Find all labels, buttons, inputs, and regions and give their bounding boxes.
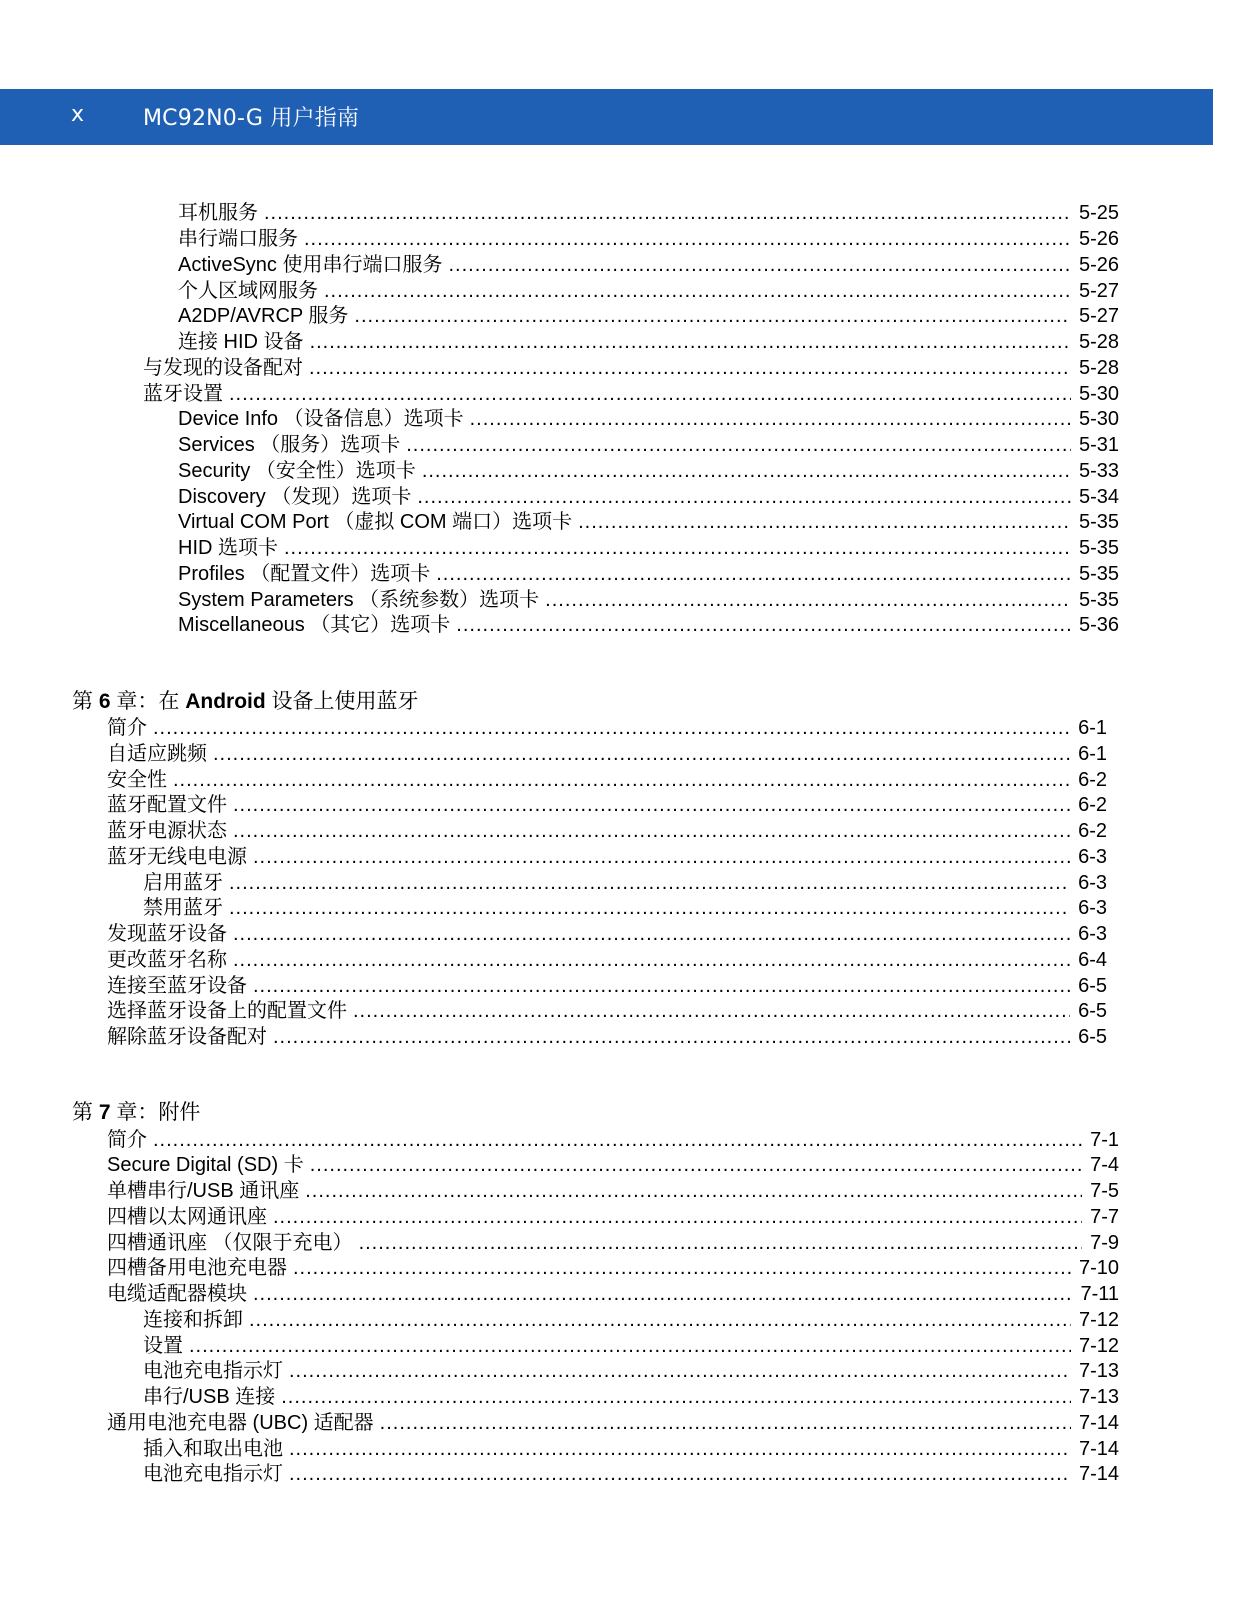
dot-leader xyxy=(289,1436,1071,1462)
dot-leader xyxy=(233,792,1070,818)
toc-entry[interactable] xyxy=(107,1127,1119,1153)
dot-leader xyxy=(310,1152,1082,1178)
toc-entry[interactable] xyxy=(107,1230,1119,1256)
toc-entry[interactable] xyxy=(143,1461,1119,1487)
toc-entry-label: 更改蓝牙名称 xyxy=(107,949,227,971)
chapter-title-bold: Android xyxy=(185,690,266,713)
toc-entry-page: 7-5 xyxy=(1090,1180,1119,1202)
toc-entry-page: 6-3 xyxy=(1078,872,1107,894)
toc-entry[interactable] xyxy=(107,947,1107,973)
toc-entry-page: 6-2 xyxy=(1078,820,1107,842)
toc-entry-label: 串行/USB 连接 xyxy=(143,1386,276,1408)
toc-entry-label: 四槽备用电池充电器 xyxy=(107,1257,287,1279)
toc-entry-page: 7-14 xyxy=(1078,1412,1119,1434)
dot-leader xyxy=(229,870,1070,896)
toc-entry-page: 6-5 xyxy=(1078,975,1107,997)
dot-leader xyxy=(153,1127,1082,1153)
dot-leader xyxy=(233,947,1070,973)
toc-entry-label: Security （安全性）选项卡 xyxy=(178,460,416,482)
toc-entry[interactable] xyxy=(143,895,1107,921)
chapter-mid: 章：附件 xyxy=(110,1101,201,1124)
toc-entry[interactable] xyxy=(143,1307,1119,1333)
dot-leader xyxy=(229,381,1071,407)
dot-leader xyxy=(406,432,1071,458)
dot-leader xyxy=(448,252,1070,278)
toc-entry-label: Discovery （发现）选项卡 xyxy=(178,486,412,508)
toc-entry-label: Device Info （设备信息）选项卡 xyxy=(178,408,464,430)
dot-leader xyxy=(545,587,1071,613)
toc-entry-label: 自适应跳频 xyxy=(107,743,207,765)
toc-entry-page: 7-10 xyxy=(1078,1257,1119,1279)
dot-leader xyxy=(173,767,1070,793)
toc-entry-label: 耳机服务 xyxy=(178,202,258,224)
dot-leader xyxy=(229,895,1070,921)
dot-leader xyxy=(249,1307,1071,1333)
toc-entry[interactable] xyxy=(107,1152,1119,1178)
toc-entry-label: 四槽通讯座 （仅限于充电） xyxy=(107,1232,353,1254)
toc-entry[interactable] xyxy=(143,1384,1119,1410)
dot-leader xyxy=(380,1410,1071,1436)
dot-leader xyxy=(470,406,1071,432)
dot-leader xyxy=(233,818,1070,844)
dot-leader xyxy=(305,1178,1082,1204)
dot-leader xyxy=(417,484,1071,510)
toc-entry-page: 7-9 xyxy=(1090,1232,1119,1254)
dot-leader xyxy=(273,1204,1082,1230)
dot-leader xyxy=(253,1281,1072,1307)
toc-entry-page: 5-30 xyxy=(1078,408,1119,430)
toc-entry-label: 连接 HID 设备 xyxy=(178,331,304,353)
toc-entry-label: 简介 xyxy=(107,1129,147,1151)
dot-leader xyxy=(284,535,1071,561)
toc-entry-page: 6-1 xyxy=(1078,717,1107,739)
chapter-7-heading[interactable] xyxy=(72,1099,200,1127)
toc-entry-page: 6-2 xyxy=(1078,769,1107,791)
chapter-prefix: 第 xyxy=(72,690,99,713)
toc-entry-page: 7-4 xyxy=(1090,1154,1119,1176)
toc-entry-label: 电池充电指示灯 xyxy=(143,1360,283,1382)
dot-leader xyxy=(310,329,1071,355)
toc-entry-label: Virtual COM Port （虚拟 COM 端口）选项卡 xyxy=(178,511,573,533)
toc-entry[interactable] xyxy=(178,329,1119,355)
toc-entry-page: 7-14 xyxy=(1078,1438,1119,1460)
toc-entry-page: 5-35 xyxy=(1078,511,1119,533)
toc-entry-label: 单槽串行/USB 通讯座 xyxy=(107,1180,300,1202)
dot-leader xyxy=(253,844,1070,870)
toc-entry-page: 7-12 xyxy=(1078,1309,1119,1331)
toc-entry-page: 5-34 xyxy=(1078,486,1119,508)
toc-entry-page: 7-13 xyxy=(1078,1386,1119,1408)
toc-entry-label: A2DP/AVRCP 服务 xyxy=(178,305,349,327)
chapter-suffix: 设备上使用蓝牙 xyxy=(265,690,419,713)
toc-entry[interactable] xyxy=(178,432,1119,458)
toc-entry-page: 6-1 xyxy=(1078,743,1107,765)
toc-entry[interactable] xyxy=(107,998,1107,1024)
toc-entry[interactable] xyxy=(107,715,1107,741)
toc-entry-label: Services （服务）选项卡 xyxy=(178,434,401,456)
toc-entry-page: 7-14 xyxy=(1078,1463,1119,1485)
toc-entry-label: Profiles （配置文件）选项卡 xyxy=(178,563,431,585)
dot-leader xyxy=(189,1333,1071,1359)
toc-entry-page: 6-5 xyxy=(1078,1000,1107,1022)
toc-entry-label: 简介 xyxy=(107,717,147,739)
dot-leader xyxy=(281,1384,1071,1410)
dot-leader xyxy=(456,612,1071,638)
toc-entry-label: 电池充电指示灯 xyxy=(143,1463,283,1485)
toc-entry-label: 设置 xyxy=(143,1335,183,1357)
toc-entry-page: 5-35 xyxy=(1078,589,1119,611)
toc-entry-page: 7-11 xyxy=(1080,1283,1119,1305)
toc-entry-label: HID 选项卡 xyxy=(178,537,278,559)
toc-entry-label: 插入和取出电池 xyxy=(143,1438,283,1460)
dot-leader xyxy=(273,1024,1070,1050)
toc-entry-page: 6-3 xyxy=(1078,846,1107,868)
toc-entry-label: 发现蓝牙设备 xyxy=(107,923,227,945)
toc-entry-page: 7-12 xyxy=(1078,1335,1119,1357)
toc-entry[interactable] xyxy=(178,612,1119,638)
toc-entry[interactable] xyxy=(143,1436,1119,1462)
toc-entry-page: 6-2 xyxy=(1078,794,1107,816)
page-header xyxy=(0,89,1213,145)
toc-entry-label: 选择蓝牙设备上的配置文件 xyxy=(107,1000,347,1022)
toc-entry-label: 与发现的设备配对 xyxy=(143,357,303,379)
dot-leader xyxy=(293,1255,1071,1281)
toc-entry[interactable] xyxy=(107,1178,1119,1204)
toc-entry[interactable] xyxy=(178,587,1119,613)
toc-entry-page: 6-5 xyxy=(1078,1026,1107,1048)
chapter-number: 7 xyxy=(98,1101,111,1124)
toc-entry[interactable] xyxy=(143,1358,1119,1384)
toc-entry[interactable] xyxy=(178,303,1119,329)
toc-entry[interactable] xyxy=(107,741,1107,767)
dot-leader xyxy=(436,561,1071,587)
toc-entry[interactable] xyxy=(178,278,1119,304)
toc-entry-label: Miscellaneous （其它）选项卡 xyxy=(178,614,451,636)
toc-entry[interactable] xyxy=(178,200,1119,226)
toc-entry[interactable] xyxy=(107,1255,1119,1281)
dot-leader xyxy=(354,303,1071,329)
toc-entry-label: 蓝牙电源状态 xyxy=(107,820,227,842)
toc-entry[interactable] xyxy=(178,226,1119,252)
toc-entry[interactable] xyxy=(107,1024,1107,1050)
toc-entry[interactable] xyxy=(107,792,1107,818)
toc-entry-page: 7-1 xyxy=(1090,1129,1119,1151)
dot-leader xyxy=(309,355,1071,381)
dot-leader xyxy=(264,200,1071,226)
dot-leader xyxy=(153,715,1070,741)
toc-entry[interactable] xyxy=(107,818,1107,844)
dot-leader xyxy=(213,741,1070,767)
toc-entry[interactable] xyxy=(107,767,1107,793)
dot-leader xyxy=(233,921,1070,947)
toc-entry[interactable] xyxy=(143,1333,1119,1359)
chapter-6-heading[interactable] xyxy=(72,688,419,716)
toc-entry-page: 5-35 xyxy=(1078,537,1119,559)
toc-entry-label: 禁用蓝牙 xyxy=(143,897,223,919)
toc-entry[interactable] xyxy=(178,509,1119,535)
page-number: x xyxy=(71,102,85,127)
toc-entry[interactable] xyxy=(107,973,1107,999)
toc-entry-label: ActiveSync 使用串行端口服务 xyxy=(178,254,443,276)
toc-entry-page: 5-26 xyxy=(1078,254,1119,276)
dot-leader xyxy=(289,1461,1071,1487)
toc-entry[interactable] xyxy=(178,252,1119,278)
dot-leader xyxy=(289,1358,1071,1384)
toc-entry-page: 5-31 xyxy=(1078,434,1119,456)
toc-entry[interactable] xyxy=(107,1204,1119,1230)
toc-entry-page: 5-27 xyxy=(1078,305,1119,327)
dot-leader xyxy=(422,458,1071,484)
toc-entry[interactable] xyxy=(107,844,1107,870)
toc-entry-page: 5-28 xyxy=(1078,331,1119,353)
toc-entry[interactable] xyxy=(178,535,1119,561)
document-title: MC92N0-G 用户指南 xyxy=(143,106,360,131)
toc-entry-label: System Parameters （系统参数）选项卡 xyxy=(178,589,540,611)
toc-entry-page: 6-4 xyxy=(1078,949,1107,971)
toc-entry-page: 5-30 xyxy=(1078,383,1119,405)
toc-entry-page: 5-25 xyxy=(1078,202,1119,224)
toc-entry[interactable] xyxy=(178,406,1119,432)
toc-entry-label: 个人区域网服务 xyxy=(178,280,318,302)
toc-entry-page: 5-26 xyxy=(1078,228,1119,250)
toc-entry[interactable] xyxy=(107,1281,1119,1307)
toc-entry-label: 电缆适配器模块 xyxy=(107,1283,247,1305)
dot-leader xyxy=(359,1230,1083,1256)
toc-entry-label: Secure Digital (SD) 卡 xyxy=(107,1154,304,1176)
toc-entry-page: 6-3 xyxy=(1078,923,1107,945)
toc-entry[interactable] xyxy=(107,1410,1119,1436)
chapter-prefix: 第 xyxy=(72,1101,99,1124)
dot-leader xyxy=(304,226,1071,252)
toc-entry-label: 蓝牙设置 xyxy=(143,383,223,405)
toc-entry[interactable] xyxy=(178,458,1119,484)
toc-entry-page: 6-3 xyxy=(1078,897,1107,919)
toc-entry-page: 5-28 xyxy=(1078,357,1119,379)
dot-leader xyxy=(578,509,1071,535)
toc-entry-page: 7-13 xyxy=(1078,1360,1119,1382)
toc-entry[interactable] xyxy=(143,870,1107,896)
toc-entry-page: 5-33 xyxy=(1078,460,1119,482)
chapter-mid: 章：在 xyxy=(110,690,186,713)
toc-entry[interactable] xyxy=(178,484,1119,510)
toc-entry-page: 5-27 xyxy=(1078,280,1119,302)
toc-entry-label: 连接和拆卸 xyxy=(143,1309,243,1331)
toc-entry-label: 串行端口服务 xyxy=(178,228,298,250)
toc-entry[interactable] xyxy=(178,561,1119,587)
toc-entry-label: 通用电池充电器 (UBC) 适配器 xyxy=(107,1412,374,1434)
toc-entry-label: 四槽以太网通讯座 xyxy=(107,1206,267,1228)
toc-entry-label: 蓝牙无线电电源 xyxy=(107,846,247,868)
toc-entry-label: 蓝牙配置文件 xyxy=(107,794,227,816)
toc-entry-label: 连接至蓝牙设备 xyxy=(107,975,247,997)
chapter-number: 6 xyxy=(98,690,111,713)
toc-entry-page: 5-35 xyxy=(1078,563,1119,585)
dot-leader xyxy=(253,973,1070,999)
toc-entry-label: 安全性 xyxy=(107,769,167,791)
toc-entry-page: 5-36 xyxy=(1078,614,1119,636)
toc-entry-label: 启用蓝牙 xyxy=(143,872,223,894)
toc-entry-page: 7-7 xyxy=(1090,1206,1119,1228)
toc-entry[interactable] xyxy=(143,355,1119,381)
toc-entry-label: 解除蓝牙设备配对 xyxy=(107,1026,267,1048)
toc-entry[interactable] xyxy=(143,381,1119,407)
toc-entry[interactable] xyxy=(107,921,1107,947)
dot-leader xyxy=(324,278,1071,304)
dot-leader xyxy=(353,998,1070,1024)
